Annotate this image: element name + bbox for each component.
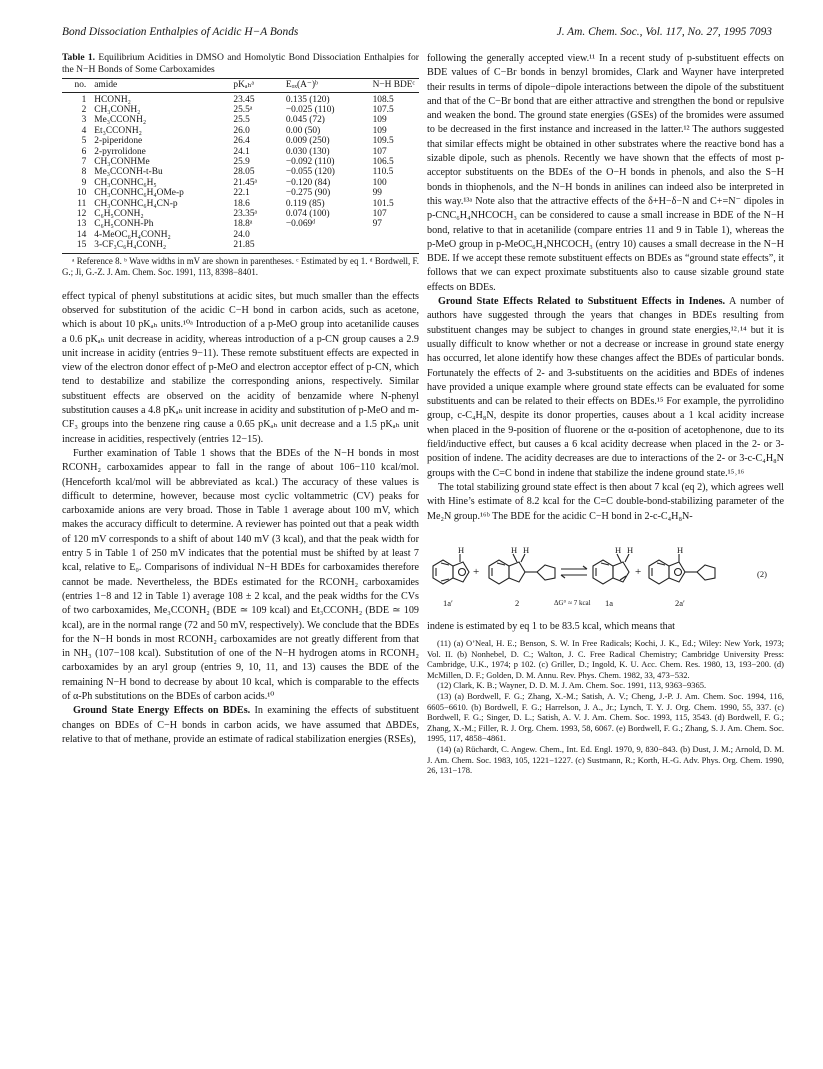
- header-title: Bond Dissociation Enthalpies of Acidic H−A Bonds: [62, 26, 299, 38]
- cell-pkha: 21.85: [233, 240, 285, 253]
- cell-no: 13: [76, 219, 87, 230]
- section-heading: Ground State Effects Related to Substituent Effects in Indenes.: [438, 296, 726, 308]
- atom-label-h: H: [615, 544, 622, 555]
- left-column: [62, 52, 419, 747]
- cell-bde: [373, 230, 419, 240]
- table-caption-text: Equilibrium Acidities in DMSO and Homolytic Bond Dissociation Enthalpies for the N−H Bonds of Some Carboxamides: [62, 52, 419, 75]
- cell-no: 1: [81, 94, 87, 105]
- paragraph: [427, 295, 784, 481]
- cell-eox: 0.135 (120): [285, 94, 330, 105]
- table-row: [62, 167, 419, 177]
- cell-no: 6: [81, 146, 87, 157]
- table-row: [62, 188, 419, 198]
- cell-pkha: 28.05: [233, 167, 255, 178]
- cell-pkha: 23.35ᵃ: [233, 209, 258, 220]
- col-header-bde: N−H BDEᶜ: [373, 79, 419, 92]
- cell-amide: 3-CF₃C₆H₄CONH₂: [94, 240, 233, 253]
- cell-bde: 109.5: [372, 136, 394, 147]
- paragraph: indene is estimated by eq 1 to be 83.5 kcal, which means that: [427, 620, 675, 632]
- cell-amide: 2-pyrrolidone: [94, 146, 146, 157]
- cell-amide: C₆H₅CONH₂: [94, 209, 144, 220]
- table-1: [62, 78, 419, 254]
- atom-label-h: H: [458, 544, 465, 555]
- equilibrium-arrow: [561, 566, 587, 578]
- cell-bde: 110.5: [372, 167, 394, 178]
- reference-11: (11) (a) O’Neal, H. E.; Benson, S. W. In Free Radicals; Kochi, J. K., Ed.; Wiley: New York, 1973; Vol. II. (b) Nonhebel, D. C.; Walton, J. C. Free Radical Chemistry; Cambridge University Press: Cambridge, U.K., 1974; p 102. (c) Griller, D.; Ingold, K. U. Acc. Chem. Res. 1980, 13, 193−200. (d) McMillen, D. F.; Golden, D. M. Annu. Rev. Phys. Chem. 1982, 33, 473−532.: [427, 638, 784, 680]
- cell-amide: CH₃CONH₂: [94, 105, 141, 115]
- cell-amide: 4-MeOC₆H₄CONH₂: [94, 229, 171, 240]
- plus-sign: +: [635, 565, 642, 578]
- cell-no: 8: [81, 167, 87, 178]
- cell-amide: Et₃CCONH₂: [94, 125, 142, 136]
- paragraph: [62, 704, 419, 747]
- equation-number: (2): [757, 568, 767, 579]
- cell-bde: 108.5: [372, 94, 394, 105]
- table-row: [62, 199, 419, 209]
- cell-pkha: 18.8ᵃ: [233, 219, 253, 230]
- cell-no: 14: [76, 229, 87, 240]
- cell-pkha: 24.0: [233, 229, 250, 240]
- cell-eox: [286, 240, 373, 253]
- paragraph: The total stabilizing ground state effect is then about 7 kcal (eq 2), which agrees well with Hine’s estimate of 8.2 kcal for the C=C double-bond-stabilizing parameter of the Me₂N group.¹⁶ᵇ The BDE for the acidic C−H bond in 2-c-C₄H₈N-: [427, 481, 784, 522]
- cell-eox: −0.069ᵈ: [285, 219, 316, 230]
- compound-label-1a-prime: 1a′: [443, 597, 453, 608]
- table-footnotes: ᵃ Reference 8. ᵇ Wave widths in mV are shown in parentheses. ᶜ Estimated by eq 1. ᵈ Bordwell, F. G.; Ji, G.-Z. J. Am. Chem. Soc. 1991, 113, 8398−8401.: [62, 255, 419, 277]
- cell-bde: 97: [372, 219, 382, 230]
- table-row: [62, 219, 419, 229]
- table-row: [62, 157, 419, 167]
- cell-no: 11: [77, 198, 87, 209]
- structure-1a-prime: [433, 554, 469, 584]
- table-row: [62, 240, 419, 253]
- reference-14: (14) (a) Rüchardt, C. Angew. Chem., Int. Ed. Engl. 1970, 9, 830−843. (b) Dust, J. M.; Arnold, D. M. J. Am. Chem. Soc. 1983, 105, 1221−1227. (c) Sustmann, R.; Korth, H.-G. Adv. Phys. Org. Chem. 1990, 26, 131−178.: [427, 744, 784, 776]
- cell-no: 5: [81, 136, 87, 147]
- right-column: [427, 52, 784, 776]
- atom-label-h: H: [523, 544, 530, 555]
- cell-bde: 106.5: [372, 157, 394, 168]
- compound-label-2: 2: [515, 597, 520, 608]
- cell-no: 4: [81, 125, 87, 136]
- table-header-row: [62, 79, 419, 92]
- paragraph-text: A number of authors have suggested through the years that changes in BDEs resulting from substituent changes may be subject to changes in ground state energies,¹²˒¹⁴ but it is usually difficult to know whether or not a decrease or increase in ground state energy has occurred, let alone identify how these changes affect the BDEs of particular bonds. Fortunately the effects of 2- and 3-substituents on the acidities and BDEs of indenes have provided a unique example where ground state effects can be evaluated for some substituents and can be related to their effects on BDEs.¹⁵ For example, the pyrrolidino group, c-C₄H₈N, despite its donor properties, causes about a 1 kcal acidity increase when placed in the 9-position of fluorene or the α-position of acetophenone, due to its field/inductive effect, but causes a 6 kcal acidity decrease when placed in the 2- or 3-position of indene. The acidity decreases are due to interactions of the 2- or 3-c-C₄H₈N groups with the C=C bond in indene that stabilize the indene ground state.¹⁵˒¹⁶: [427, 296, 784, 479]
- cell-eox: 0.045 (72): [285, 115, 325, 126]
- cell-pkha: 26.4: [233, 136, 250, 147]
- table-row: [62, 136, 419, 146]
- compound-label-1a: 1a: [605, 597, 614, 608]
- cell-no: 7: [81, 157, 87, 168]
- col-header-amide: amide: [94, 79, 233, 92]
- col-header-no: no.: [62, 79, 94, 92]
- delta-g-label: ΔG° ≈ 7 kcal: [554, 598, 591, 607]
- compound-label-2a-prime: 2a′: [675, 597, 685, 608]
- cell-pkha: 23.45: [233, 94, 255, 105]
- cell-amide: 2-piperidone: [94, 136, 143, 147]
- running-header: [62, 26, 772, 42]
- cell-eox: −0.055 (120): [285, 167, 335, 178]
- equation-2-scheme: [427, 532, 784, 616]
- cell-eox: −0.275 (90): [285, 188, 331, 199]
- table-row: [62, 230, 419, 240]
- section-heading: Ground State Energy Effects on BDEs.: [73, 705, 251, 717]
- paragraph: following the generally accepted view.¹¹ In a recent study of p-substituent effects on BDE values of C−Br bonds in benzyl bromides, Clark and Wayner have interpreted their results in terms of dipole−dipole interactions between the dipole of the substituent and that of the C−Br bond that are either attractive and strengthen the bond or repulsive and weaken the bond. The ground state energies (GSEs) of the bromides were assumed to be decreased in the first instance and increased in the latter.¹² The authors suggested that similar effects might be obtained in other substrates where the reactive bond has a sizable dipole, such as phenols. Recently we have shown that the effects of most p-acceptor substituents on the BDEs of the O−H bonds in phenols, and also the S−H bonds in thiophenols, and the N−H bonds in anilines can indeed also be interpreted in this way.¹³ᵃ Note also that the attractive effects of the δ+H−δ−N and C+=N⁻ dipoles in p-CNC₆H₄NHCOCH₃ can be considered to cause a small increase in BDE of the N−H bond, relative to that in acetanilide (compare entries 11 and 9 in Table 1), whereas the p-MeO group in p-MeOC₆H₄NHCOCH₃ (entry 10) causes a small decrease in the N−H BDE. If we accept these remote substituent effects on BDEs as “ground state effects”, it follows that we can expect proximate substituents also to cause sizable ground state effects on BDEs.: [427, 53, 784, 293]
- table-row: [62, 115, 419, 125]
- cell-bde: 107: [372, 209, 387, 220]
- cell-bde: 101.5: [372, 198, 394, 209]
- plus-sign: +: [473, 565, 480, 578]
- cell-eox: 0.074 (100): [285, 209, 330, 220]
- table-row: [62, 126, 419, 136]
- cell-bde: 109: [372, 125, 387, 136]
- cell-no: 10: [76, 188, 87, 199]
- cell-pkha: 24.1: [233, 146, 250, 157]
- cell-no: 9: [81, 177, 87, 188]
- paragraph-text: In examining the effects of substituent changes on BDEs of C−H bonds in carbon acids, we have assumed that ΔBDEs, relative to that of methane, provide an estimate of radical stabilization energies (RSEs),: [62, 705, 419, 745]
- cell-eox: −0.120 (84): [285, 177, 331, 188]
- cell-amide: C₆H₅CONH-Ph: [94, 219, 154, 230]
- cell-bde: 99: [372, 188, 382, 199]
- cell-amide: Me₃CCONH-t-Bu: [94, 167, 163, 178]
- reference-12: (12) Clark, K. B.; Wayner, D. D. M. J. Am. Chem. Soc. 1991, 113, 9363−9365.: [437, 680, 707, 691]
- cell-eox: 0.009 (250): [285, 136, 330, 147]
- cell-pkha: 25.5ᵃ: [233, 105, 253, 115]
- cell-amide: CH₃CONHMe: [94, 157, 150, 168]
- table-row: [62, 147, 419, 157]
- cell-bde: [373, 240, 419, 253]
- cell-pkha: 25.9: [233, 157, 250, 168]
- table-caption-label: Table 1.: [62, 52, 96, 63]
- atom-label-h: H: [627, 544, 634, 555]
- cell-no: 2: [81, 105, 87, 115]
- cell-no: 3: [81, 115, 87, 126]
- table-row: [62, 178, 419, 188]
- cell-pkha: 21.45ᵃ: [233, 177, 258, 188]
- cell-amide: CH₃CONHC₆H₄CN-p: [94, 198, 178, 209]
- table-row: [62, 105, 419, 115]
- references: [427, 638, 784, 776]
- cell-amide: CH₃CONHC₆H₅: [94, 177, 157, 188]
- structure-2: [489, 554, 555, 584]
- table-row: [62, 92, 419, 105]
- cell-pkha: 25.5: [233, 115, 250, 126]
- cell-bde: 107: [372, 146, 387, 157]
- atom-label-h: H: [677, 544, 684, 555]
- cell-amide: Me₃CCONH₂: [94, 115, 147, 126]
- cell-no: 15: [62, 240, 94, 253]
- table-row: [62, 209, 419, 219]
- cell-eox: 0.030 (130): [285, 146, 330, 157]
- cell-eox: −0.092 (110): [285, 157, 335, 168]
- cell-eox: 0.119 (85): [285, 198, 325, 209]
- cell-eox: 0.00 (50): [285, 125, 321, 136]
- col-header-pkha: pKₐₕᵃ: [233, 79, 285, 92]
- table-caption: [62, 52, 419, 75]
- cell-amide: CH₃CONHC₆H₄OMe-p: [94, 188, 184, 199]
- structure-2a-prime: [649, 554, 715, 584]
- cell-bde: 107.5: [372, 105, 394, 115]
- cell-eox: [286, 230, 373, 240]
- paragraph: Further examination of Table 1 shows that the BDEs of the N−H bonds in most RCONH₂ carboxamides appear to fall in the range of about 106−110 kcal/mol. (Henceforth kcal/mol will be abbreviated as kcal.) The accuracy of these values is difficult to determine, however, because most cyclic voltammetric (CV) peaks for carboxamide anions are very broad. Those in Table 1 average about 100 mV, which makes the accuracy difficult to determine. A reviewer has pointed out that a peak width of 120 mV corresponds to a shift of about 140 mV (3 kcal), and that the peak width for entry 5 in Table 1 of 250 mV indicates that the potential must be shifted by at least 7 kcal, relative to E₀. Comparisons of individual N−H BDEs for carboxamides therefore cannot be made. Nevertheless, the BDEs estimated for the RCONH₂ carboxamides (entries 1−8 and 12 in Table 1) average 108 ± 2 kcal, and the peak widths for the CVs of two carboxamides, Me₃CCONH₂ (BDE ≃ 109 kcal) and Et₃CCONH₂ (BDE ≃ 109 kcal), are in the normal range (72 and 50 mV, respectively). We conclude that the BDEs for the N−H bonds in most RCONH₂ carboxamides are not greatly different from that in NH₃ (107−108 kcal). Substitution of one of the N−H hydrogen atoms in RCONH₂ carboxamides by an aryl group (entries 9, 10, 11, and 13) causes the BDE of the remaining N−H bond to decrease by about 10 kcal, which is comparable to the effects of α-Ph substitutions on the BDEs of carbon acids.¹⁰: [62, 447, 419, 702]
- cell-bde: 100: [372, 177, 387, 188]
- paragraph: effect typical of phenyl substitutions at acidic sites, but much smaller than the effects observed for substitution of the acidic C−H bond in carbon acids, such as acetone, which is about 10 pKₐₕ units.¹⁰ᵃ Introduction of a p-MeO group into acetanilide causes a 0.6 pKₐₕ unit decrease in acidity, whereas introduction of a p-CN group causes a 2.9 unit increase in acidity (entries 9−11). These remote substituent effects are expected in view of the electron donor effect of p-MeO and electron acceptor effect of p-CN, which tend to destabilize and stabilize the corresponding anions, respectively. Similar substituent effects are observed on the acidity of benzamide where N-phenyl substitution causes a 4.8 pKₐₕ unit increase in acidity and substitution of p-MeO and m-CF₃ groups into the benzene ring cause a 0.65 pKₐₕ unit decrease and a 1.5 pKₐₕ unit increase in acidities, respectively (entries 12−15).: [62, 290, 419, 445]
- col-header-eox: Eₒₓ(A⁻)ᵇ: [286, 79, 373, 92]
- atom-label-h: H: [511, 544, 518, 555]
- cell-eox: −0.025 (110): [285, 105, 335, 115]
- header-journal: J. Am. Chem. Soc., Vol. 117, No. 27, 1995 7093: [556, 26, 772, 38]
- cell-pkha: 18.6: [233, 198, 250, 209]
- cell-amide: HCONH₂: [94, 94, 131, 105]
- cell-pkha: 22.1: [233, 188, 250, 199]
- reference-13: (13) (a) Bordwell, F. G.; Zhang, X.-M.; Satish, A. V.; Cheng, J.-P. J. Am. Chem. Soc. 1994, 116, 6605−6610. (b) Bordwell, F. G.; Harrelson, J. A., Jr.; Lynch, T. Y. J. Org. Chem. 1990, 55, 337. (c) Bordwell, F. G.; Singer, D. L.; Satish, A. V. J. Am. Chem. Soc. 1993, 115, 3543. (d) Bordwell, F. G.; Zhang, X.-M.; Filler, R. J. Org. Chem. 1993, 58, 6067. (e) Bordwell, F. G.; Zhang, S. J. Am. Chem. Soc. 1995, 117, 4858−4861.: [427, 691, 784, 744]
- structure-1a: [593, 554, 629, 584]
- cell-pkha: 26.0: [233, 125, 250, 136]
- cell-no: 12: [76, 209, 87, 220]
- cell-bde: 109: [372, 115, 387, 126]
